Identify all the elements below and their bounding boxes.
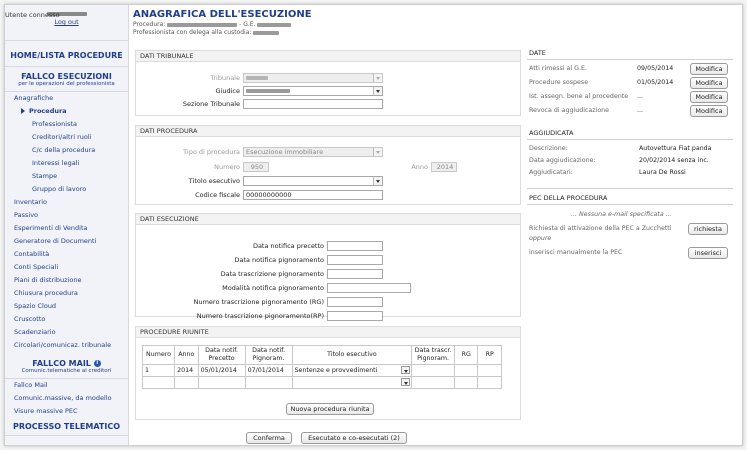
aggiudicata-title: AGGIUDICATA bbox=[529, 129, 574, 137]
page-title: ANAGRAFICA DELL'ESECUZIONE bbox=[133, 9, 312, 20]
ge-label: - G.E. bbox=[239, 21, 256, 28]
procedura-label: Procedura: bbox=[133, 21, 166, 28]
triangle-right-icon bbox=[21, 108, 25, 114]
fallco-esecuzioni-subtitle: per le operazioni del professionista bbox=[18, 81, 115, 87]
table-cell bbox=[454, 365, 478, 377]
mail-nav bbox=[5, 379, 128, 418]
esecuzione-label: Data trascrizione pignoramento bbox=[220, 270, 324, 278]
column-header: Data notif. Precetto bbox=[198, 346, 245, 365]
table-cell bbox=[478, 377, 502, 389]
table-cell bbox=[412, 377, 455, 389]
home-link[interactable]: HOME/LISTA PROCEDURE bbox=[5, 41, 128, 67]
chevron-down-icon bbox=[401, 366, 410, 374]
codice-fiscale-label: Codice fiscale bbox=[195, 191, 240, 199]
date-label: Ist. assegn. bene al procedente bbox=[529, 93, 629, 100]
page-header bbox=[133, 9, 733, 36]
panel-title-tribunale: DATI TRIBUNALE bbox=[136, 51, 520, 62]
fallco-mail-title: FALLCO MAIL bbox=[32, 359, 91, 368]
new-riunita-button[interactable]: Nuova procedura riunita bbox=[286, 403, 374, 415]
aggiudicata-value: Laura De Rossi bbox=[639, 169, 686, 176]
sidebar-item-esperimenti-di-vendita[interactable]: Esperimenti di Vendita bbox=[14, 224, 88, 232]
panel-dati-esecuzione bbox=[135, 213, 521, 320]
pec-title: PEC DELLA PROCEDURA bbox=[529, 194, 608, 202]
sidebar-item-scadenziario[interactable]: Scadenziario bbox=[14, 328, 56, 336]
processo-telematico-title: PROCESSO TELEMATICO bbox=[12, 422, 121, 431]
sidebar-item-conti-speciali[interactable]: Conti Speciali bbox=[14, 263, 59, 271]
processo-telematico-header bbox=[5, 418, 128, 436]
table-cell bbox=[454, 377, 478, 389]
panel-title-esecuzione: DATI ESECUZIONE bbox=[136, 214, 520, 225]
sidebar-item-gruppo-di-lavoro[interactable]: Gruppo di lavoro bbox=[32, 185, 87, 193]
pec-request-label: Richiesta di attivazione della PEC a Zucchetti bbox=[529, 225, 672, 232]
riunite-table bbox=[142, 345, 502, 389]
table-row bbox=[143, 377, 502, 389]
sidebar-item-spazio-cloud[interactable]: Spazio Cloud bbox=[14, 302, 57, 310]
aggiudicata-value: Autovettura Fiat panda bbox=[639, 145, 712, 152]
table-cell bbox=[143, 377, 175, 389]
anno-label: Anno bbox=[411, 163, 428, 171]
column-header: Numero bbox=[143, 346, 175, 365]
esecuzione-input[interactable] bbox=[327, 311, 383, 321]
table-header-row bbox=[143, 346, 502, 365]
table-cell: 2014 bbox=[175, 365, 199, 377]
pec-empty-text: ... Nessuna e-mail specificata ... bbox=[571, 211, 672, 218]
table-cell bbox=[175, 377, 199, 389]
sidebar-item-stampe[interactable]: Stampe bbox=[32, 172, 58, 180]
esecuzione-input[interactable] bbox=[327, 255, 383, 265]
professionista-name-redacted bbox=[253, 31, 279, 35]
user-label: Utente connesso bbox=[5, 11, 60, 19]
fallco-mail-subtitle: Comunic.telematiche ai creditori bbox=[21, 368, 112, 374]
sidebar-item-comunic-massive-da-modello[interactable]: Comunic.massive, da modello bbox=[14, 394, 112, 402]
sidebar-item-c-c-della-procedura[interactable]: C/c della procedura bbox=[32, 146, 96, 154]
column-header: Anno bbox=[175, 346, 199, 365]
sezione-input[interactable] bbox=[243, 99, 383, 109]
table-cell bbox=[478, 365, 502, 377]
esecuzione-label: Numero trascrizione pignoramento(RP) bbox=[196, 312, 324, 320]
sidebar-item-visure-massive-pec[interactable]: Visure massive PEC bbox=[14, 407, 78, 415]
confirm-button[interactable]: Conferma bbox=[246, 432, 292, 444]
esecuzione-label: Data notifica pignoramento bbox=[234, 256, 324, 264]
divider bbox=[527, 139, 733, 140]
numero-input[interactable]: 950 bbox=[243, 162, 269, 172]
codice-fiscale-input[interactable]: 00000000000 bbox=[243, 190, 383, 200]
pec-insert-button[interactable]: inserisci bbox=[688, 247, 728, 259]
column-header: RG bbox=[454, 346, 478, 365]
tipo-procedura-value: Esecuzione immobiliare bbox=[246, 148, 324, 156]
esecuzione-label: Numero trascrizione pignoramento (RG) bbox=[193, 298, 324, 306]
date-value: 01/05/2014 bbox=[637, 79, 674, 86]
pec-manual-label: inserisci manualmente la PEC bbox=[529, 249, 623, 256]
aggiudicata-label: Aggiudicatari: bbox=[529, 169, 573, 176]
esecuzione-input[interactable] bbox=[327, 241, 383, 251]
tribunale-label: Tribunale bbox=[210, 74, 240, 82]
divider bbox=[527, 188, 733, 189]
logout-link[interactable]: Log out bbox=[54, 18, 79, 26]
chevron-down-icon bbox=[401, 378, 410, 386]
column-header: Data notif. Pignoram. bbox=[245, 346, 292, 365]
fallco-esecuzioni-header bbox=[5, 67, 128, 92]
panel-title-procedura: DATI PROCEDURA bbox=[136, 126, 520, 137]
date-value: ... bbox=[637, 107, 644, 114]
date-label: Revoca di aggiudicazione bbox=[529, 107, 610, 114]
esecuzione-label: Modalità notifica pignoramento bbox=[222, 284, 324, 292]
info-icon[interactable]: i bbox=[94, 360, 101, 367]
sidebar-nav bbox=[5, 92, 128, 352]
chevron-down-icon bbox=[373, 74, 382, 82]
sidebar-item-fallco-mail[interactable]: Fallco Mail bbox=[14, 381, 48, 389]
anno-input[interactable]: 2014 bbox=[431, 162, 457, 172]
giudice-label: Giudice bbox=[215, 87, 240, 95]
pec-request-button[interactable]: richiesta bbox=[688, 223, 728, 235]
titolo-select[interactable]: Sentenze e provvedimenti bbox=[292, 365, 412, 377]
sidebar-item-passivo[interactable]: Passivo bbox=[14, 211, 39, 219]
sidebar-item-anagrafiche[interactable]: Anagrafiche bbox=[14, 94, 54, 102]
table-cell bbox=[412, 365, 455, 377]
titolo-select[interactable] bbox=[292, 377, 412, 389]
table-cell: 07/01/2014 bbox=[245, 365, 292, 377]
aggiudicata-value: 20/02/2014 senza inc. bbox=[639, 157, 709, 164]
divider bbox=[527, 59, 733, 60]
table-cell: 1 bbox=[143, 365, 175, 377]
column-header: RP bbox=[478, 346, 502, 365]
column-header: Data trascr. Pignoram. bbox=[412, 346, 455, 365]
sidebar-item-procedura[interactable]: Procedura bbox=[5, 105, 128, 118]
chevron-down-icon bbox=[373, 177, 382, 185]
date-value: 09/05/2014 bbox=[637, 65, 674, 72]
sidebar-item-professionista[interactable]: Professionista bbox=[32, 120, 77, 128]
panel-title-riunite: PROCEDURE RIUNITE bbox=[136, 327, 520, 338]
esecutato-button[interactable]: Esecutato e co-esecutati (2) bbox=[301, 432, 407, 444]
sidebar-item-inventario[interactable]: Inventario bbox=[14, 198, 47, 206]
numero-label: Numero bbox=[214, 163, 240, 171]
tribunale-select[interactable] bbox=[243, 73, 383, 83]
user-box bbox=[5, 5, 128, 41]
modifica-button[interactable]: Modifica bbox=[690, 77, 728, 89]
ge-name-redacted bbox=[257, 23, 291, 27]
sidebar-item-contabilit-[interactable]: Contabilità bbox=[14, 250, 50, 258]
panel-dati-procedura bbox=[135, 125, 521, 205]
sezione-label: Sezione Tribunale bbox=[182, 100, 240, 108]
modifica-button[interactable]: Modifica bbox=[690, 105, 728, 117]
sidebar-item-creditori-altri-ruoli[interactable]: Creditori/altri ruoli bbox=[32, 133, 92, 141]
chevron-down-icon bbox=[373, 87, 382, 95]
aggiudicata-label: Descrizione: bbox=[529, 145, 568, 152]
table-cell bbox=[245, 377, 292, 389]
sidebar-item-chiusura-procedura[interactable]: Chiusura procedura bbox=[14, 289, 78, 297]
table-cell: 05/01/2014 bbox=[198, 365, 245, 377]
sidebar-item-cruscotto[interactable]: Cruscotto bbox=[14, 315, 46, 323]
date-title: DATE bbox=[529, 49, 546, 57]
date-label: Procedure sospese bbox=[529, 79, 589, 86]
esecuzione-input[interactable] bbox=[327, 297, 383, 307]
procedura-name-redacted bbox=[167, 23, 237, 27]
panel-dati-tribunale bbox=[135, 50, 521, 116]
tipo-procedura-label: Tipo di procedura bbox=[183, 148, 240, 156]
column-header: Titolo esecutivo bbox=[292, 346, 412, 365]
tipo-procedura-select[interactable] bbox=[243, 147, 383, 157]
date-value: ... bbox=[637, 93, 644, 100]
modifica-button[interactable]: Modifica bbox=[690, 63, 728, 75]
esecuzione-input[interactable] bbox=[327, 283, 411, 293]
esecuzione-label: Data notifica precetto bbox=[252, 242, 324, 250]
table-row bbox=[143, 365, 502, 377]
professionista-label: Professionista con delega alla custodia: bbox=[133, 29, 252, 36]
titolo-esecutivo-select[interactable] bbox=[243, 176, 383, 186]
pec-oppure: oppure bbox=[529, 235, 552, 242]
date-label: Atti rimessi al G.E. bbox=[529, 65, 588, 72]
aggiudicata-label: Data aggiudicazione: bbox=[529, 157, 596, 164]
table-cell bbox=[198, 377, 245, 389]
sidebar-item-generatore-di-documenti[interactable]: Generatore di Documenti bbox=[14, 237, 97, 245]
chevron-down-icon bbox=[373, 148, 382, 156]
esecuzione-input[interactable] bbox=[327, 269, 383, 279]
giudice-select[interactable] bbox=[243, 86, 383, 96]
divider bbox=[527, 204, 733, 205]
fallco-mail-header bbox=[5, 354, 128, 379]
sidebar bbox=[5, 5, 129, 446]
panel-procedure-riunite bbox=[135, 326, 521, 420]
sidebar-item-circolari-comunicaz-tribunale[interactable]: Circolari/comunicaz. tribunale bbox=[14, 341, 112, 349]
titolo-esecutivo-label: Titolo esecutivo bbox=[188, 177, 240, 185]
modifica-button[interactable]: Modifica bbox=[690, 91, 728, 103]
fallco-esecuzioni-title: FALLCO ESECUZIONI bbox=[21, 72, 112, 81]
app-frame bbox=[4, 4, 743, 446]
sidebar-item-piani-di-distribuzione[interactable]: Piani di distribuzione bbox=[14, 276, 82, 284]
sidebar-item-interessi-legali[interactable]: Interessi legali bbox=[32, 159, 80, 167]
